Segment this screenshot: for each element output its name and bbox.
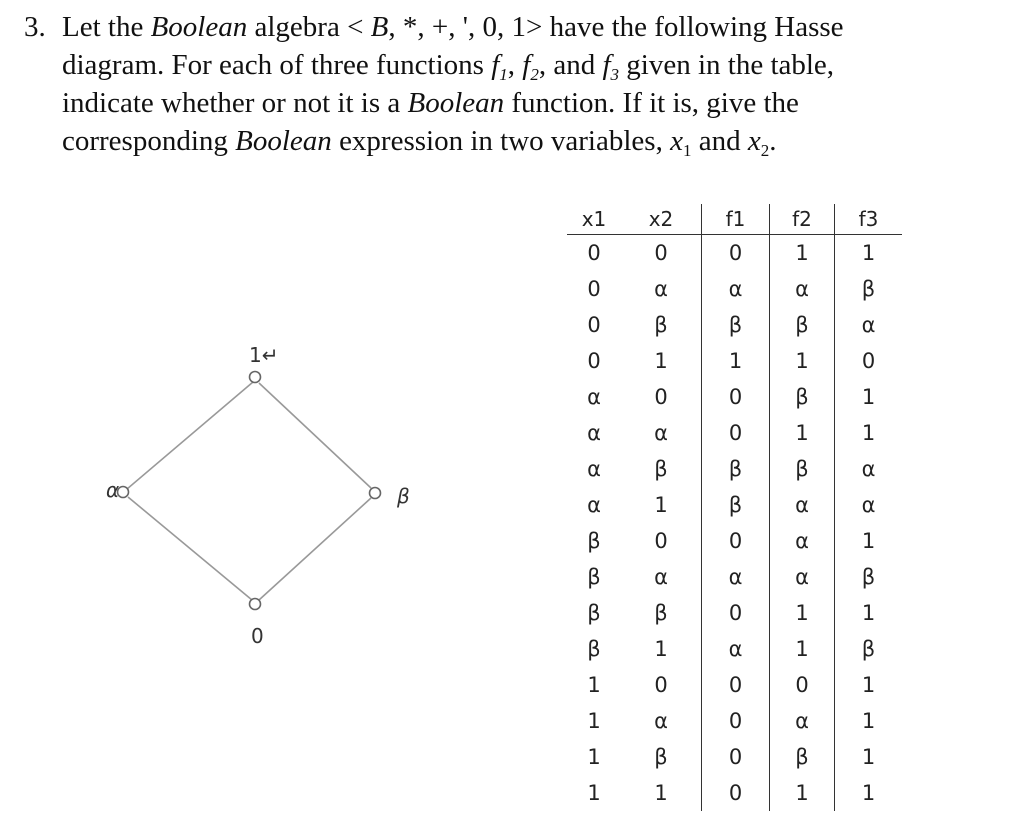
header-f2: f2 — [770, 204, 835, 235]
cell-f1: 0 — [702, 775, 770, 811]
cell-x1: α — [587, 493, 601, 517]
problem-line-3: indicate whether or not it is a Boolean function. If it is, give the — [62, 87, 799, 119]
cell-x2: 0 — [654, 385, 668, 409]
cell-x2: β — [654, 745, 668, 769]
cell-f3: 1 — [835, 523, 903, 559]
hasse-node-right — [370, 488, 381, 499]
cell-f2: α — [770, 487, 835, 523]
cell-x2: β — [654, 313, 668, 337]
cell-f3: α — [835, 451, 903, 487]
problem-line-4: corresponding Boolean expression in two variables, $x_1$ and $x_2$. — [62, 125, 777, 160]
cell-f2: β — [770, 307, 835, 343]
cell-f3: α — [835, 487, 903, 523]
cell-x1: 1 — [587, 745, 601, 769]
cell-f2: 1 — [770, 631, 835, 667]
cell-x2: 0 — [654, 673, 668, 697]
cell-f3: 0 — [835, 343, 903, 379]
cell-f1: 0 — [702, 667, 770, 703]
cell-x1: α — [587, 457, 601, 481]
table-row — [567, 559, 902, 595]
cell-x1: 0 — [587, 349, 601, 373]
table-row — [567, 739, 902, 775]
cell-x1: β — [587, 601, 601, 625]
hasse-node-bottom — [250, 599, 261, 610]
cell-f1: α — [702, 271, 770, 307]
header-f3: f3 — [835, 204, 903, 235]
cell-x1: β — [587, 565, 601, 589]
hasse-edge-top-right — [259, 383, 371, 488]
cell-f1: 0 — [702, 235, 770, 272]
truth-table — [567, 204, 902, 811]
cell-f3: 1 — [835, 235, 903, 272]
cell-f1: β — [702, 307, 770, 343]
cell-x1: 1 — [587, 673, 601, 697]
cell-x1: α — [587, 421, 601, 445]
table-row — [567, 307, 902, 343]
cell-x2: α — [654, 421, 668, 445]
table-row — [567, 667, 902, 703]
cell-f1: α — [702, 559, 770, 595]
table-row — [567, 343, 902, 379]
cell-f1: 1 — [702, 343, 770, 379]
cell-f1: 0 — [702, 739, 770, 775]
cell-f3: 1 — [835, 379, 903, 415]
cell-f3: 1 — [835, 775, 903, 811]
cell-x2: 0 — [654, 241, 668, 265]
header-x1: x1 — [567, 204, 621, 235]
cell-f1: 0 — [702, 379, 770, 415]
header-x2: x2 — [621, 204, 702, 235]
table-row — [567, 595, 902, 631]
cell-x1: 0 — [587, 277, 601, 301]
cell-x2: β — [654, 457, 668, 481]
table-row — [567, 271, 902, 307]
table-row — [567, 451, 902, 487]
problem-number: 3. — [24, 11, 46, 43]
table-row — [567, 775, 902, 811]
table-row — [567, 703, 902, 739]
cell-x1: 1 — [587, 781, 601, 805]
cell-f3: β — [835, 271, 903, 307]
cell-f1: β — [702, 451, 770, 487]
cell-x1: 0 — [587, 241, 601, 265]
problem-line-2: diagram. For each of three functions $f_1$, $f_2$, and $f_3$ given in the table, — [62, 49, 835, 84]
cell-x2: α — [654, 709, 668, 733]
cell-f2: 1 — [770, 415, 835, 451]
hasse-label-right: β — [397, 484, 410, 508]
hasse-label-left: α — [106, 478, 120, 502]
cell-x2: 1 — [654, 349, 668, 373]
cell-f1: 0 — [702, 415, 770, 451]
cell-x1: 1 — [587, 709, 601, 733]
cell-f2: 1 — [770, 595, 835, 631]
cell-f2: 0 — [770, 667, 835, 703]
cell-f2: β — [770, 379, 835, 415]
cell-f3: 1 — [835, 703, 903, 739]
cell-f2: 1 — [770, 343, 835, 379]
cell-f3: 1 — [835, 667, 903, 703]
cell-f2: β — [770, 451, 835, 487]
cell-f3: 1 — [835, 739, 903, 775]
cell-x2: 1 — [654, 493, 668, 517]
cell-x2: 1 — [654, 637, 668, 661]
cell-x2: α — [654, 277, 668, 301]
cell-x1: β — [587, 637, 601, 661]
hasse-edge-top-left — [127, 382, 253, 489]
cell-f2: α — [770, 271, 835, 307]
header-f1: f1 — [702, 204, 770, 235]
table-row — [567, 487, 902, 523]
hasse-label-bottom: 0 — [251, 624, 264, 648]
cell-f1: 0 — [702, 595, 770, 631]
cell-f1: 0 — [702, 523, 770, 559]
hasse-node-top — [250, 372, 261, 383]
hasse-edge-right-bottom — [259, 498, 371, 600]
cell-f1: α — [702, 631, 770, 667]
table-row — [567, 415, 902, 451]
cell-f3: 1 — [835, 595, 903, 631]
cell-f2: 1 — [770, 235, 835, 272]
cell-f2: α — [770, 559, 835, 595]
table-row — [567, 523, 902, 559]
cell-f2: α — [770, 523, 835, 559]
cell-f2: 1 — [770, 775, 835, 811]
cell-x1: α — [587, 385, 601, 409]
hasse-edge-left-bottom — [128, 497, 252, 600]
cell-f2: β — [770, 739, 835, 775]
cell-f3: α — [835, 307, 903, 343]
table-row — [567, 235, 902, 272]
cell-x2: 0 — [654, 529, 668, 553]
table-row — [567, 379, 902, 415]
cell-x2: α — [654, 565, 668, 589]
cell-x2: 1 — [654, 781, 668, 805]
cell-x1: 0 — [587, 313, 601, 337]
cell-f1: β — [702, 487, 770, 523]
cell-f1: 0 — [702, 703, 770, 739]
cell-f3: 1 — [835, 415, 903, 451]
cell-f3: β — [835, 559, 903, 595]
cell-x2: β — [654, 601, 668, 625]
cell-f3: β — [835, 631, 903, 667]
cell-f2: α — [770, 703, 835, 739]
cell-x1: β — [587, 529, 601, 553]
table-header-row — [567, 204, 902, 235]
problem-line-1: Let the Boolean algebra < B, *, +, ', 0, 1> have the following Hasse — [62, 11, 844, 43]
table-row — [567, 631, 902, 667]
hasse-label-top: 1↵ — [249, 343, 279, 367]
